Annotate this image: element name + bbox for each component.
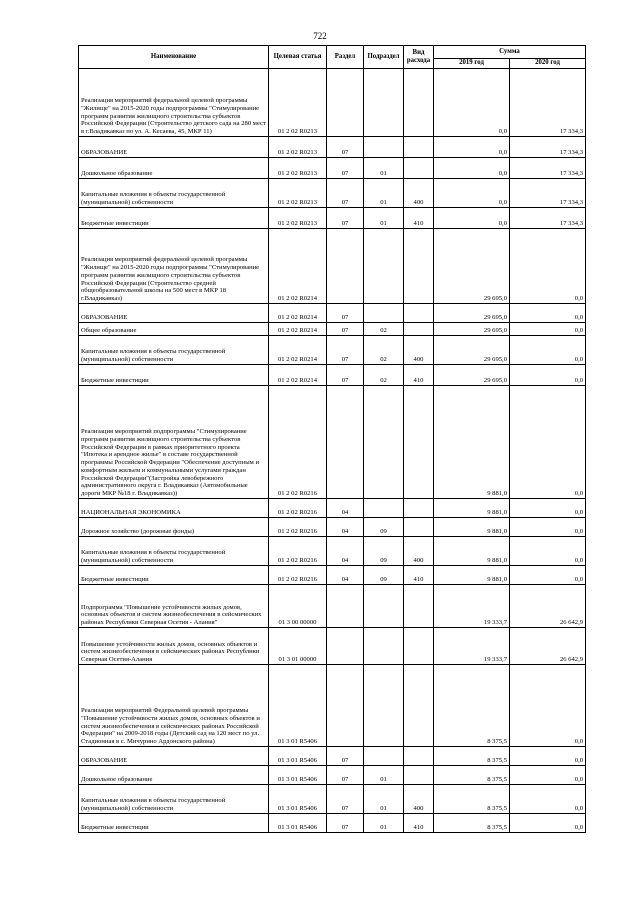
row-sum-2019: 9 881,0 xyxy=(434,537,510,566)
table-row xyxy=(79,137,586,158)
row-expense-type xyxy=(404,499,434,518)
row-subsection: 02 xyxy=(364,336,404,365)
table-row xyxy=(79,566,586,585)
row-expense-type xyxy=(404,665,434,747)
row-article: 01 3 01 R5406 xyxy=(269,747,327,766)
row-article: 01 2 02 R0216 xyxy=(269,499,327,518)
row-sum-2019: 19 333,7 xyxy=(434,585,510,628)
row-expense-type xyxy=(404,158,434,179)
row-name: ОБРАЗОВАНИЕ xyxy=(79,137,269,158)
row-sum-2020: 0,0 xyxy=(510,537,586,566)
header-section: Раздел xyxy=(327,46,364,69)
row-expense-type: 410 xyxy=(404,814,434,833)
row-section: 07 xyxy=(327,323,364,336)
row-article: 01 3 01 R5406 xyxy=(269,766,327,785)
row-expense-type: 410 xyxy=(404,566,434,585)
row-sum-2019: 29 695,0 xyxy=(434,365,510,386)
row-subsection xyxy=(364,628,404,665)
table-row xyxy=(79,518,586,537)
row-name: Капитальные вложения в объекты государственной (муниципальной) собственности xyxy=(79,537,269,566)
row-name: ОБРАЗОВАНИЕ xyxy=(79,304,269,323)
row-expense-type xyxy=(404,304,434,323)
row-sum-2019: 8 375,5 xyxy=(434,814,510,833)
row-subsection xyxy=(364,747,404,766)
row-sum-2020: 17 334,3 xyxy=(510,158,586,179)
row-sum-2019: 0,0 xyxy=(434,158,510,179)
row-article: 01 3 01 R5406 xyxy=(269,785,327,814)
row-section: 07 xyxy=(327,158,364,179)
table-row xyxy=(79,499,586,518)
row-sum-2020: 0,0 xyxy=(510,665,586,747)
table-row xyxy=(79,785,586,814)
row-name: Повышение устойчивости жилых домов, основных объектов и систем жизнеобеспечения в сейсмических районах Республики Северная Осетия-Алания xyxy=(79,628,269,665)
row-subsection: 02 xyxy=(364,323,404,336)
table-body xyxy=(79,69,586,833)
table-row xyxy=(79,304,586,323)
row-subsection xyxy=(364,137,404,158)
row-sum-2019: 0,0 xyxy=(434,179,510,208)
row-sum-2019: 9 881,0 xyxy=(434,518,510,537)
row-sum-2019: 29 695,0 xyxy=(434,229,510,304)
row-article: 01 2 02 R0214 xyxy=(269,365,327,386)
row-section: 07 xyxy=(327,137,364,158)
header-row xyxy=(79,46,586,59)
row-expense-type xyxy=(404,386,434,499)
header-name: Наименование xyxy=(79,46,269,69)
row-article: 01 3 01 00000 xyxy=(269,628,327,665)
table-row xyxy=(79,585,586,628)
table-row xyxy=(79,179,586,208)
table-row xyxy=(79,386,586,499)
row-name: Реализация мероприятий федеральной целевой программы "Жилище" на 2015-2020 годы подпрограммы "Стимулирование программ развития жилищного строительства субъектов Российской Федерации (Строительство детского сада на 280 мест в г.Владикавказ по ул. А. Кесаева, 45, МКР 11) xyxy=(79,69,269,137)
row-name: Реализация мероприятий подпрограммы "Стимулирование программ развития жилищного строительства субъектов Российской Федерации в рамках приоритетного проекта "Ипотека и арендное жилье" в составе государственной программы Российской Федерации "Обеспечение доступным и комфортным жильем и коммунальными услугами граждан Российской Федерации"(Застройка левобережного административного округа г. Владикавказ (Автомобильные дороги МКР №18 г. Владикавказ)) xyxy=(79,386,269,499)
row-name: Общее образование xyxy=(79,323,269,336)
row-article: 01 3 01 R5406 xyxy=(269,814,327,833)
row-expense-type xyxy=(404,229,434,304)
row-sum-2020: 26 642,9 xyxy=(510,585,586,628)
row-article: 01 2 02 R0214 xyxy=(269,229,327,304)
row-name: Реализация мероприятий Федеральной целевой программы "Повышение устойчивости жилых домов, основных объектов и систем жизнеобеспечения в сейсмических районах Российской Федерации" на 2009-2018 годы (Детский сад на 120 мест по ул. Стадионная в с. Мичурино Ардонского района) xyxy=(79,665,269,747)
row-article: 01 2 02 R0216 xyxy=(269,518,327,537)
row-sum-2020: 0,0 xyxy=(510,785,586,814)
row-sum-2020: 0,0 xyxy=(510,229,586,304)
row-expense-type: 400 xyxy=(404,537,434,566)
page-number: 722 xyxy=(313,31,327,41)
row-section: 07 xyxy=(327,747,364,766)
row-sum-2020: 0,0 xyxy=(510,747,586,766)
row-subsection: 01 xyxy=(364,766,404,785)
row-sum-2020: 26 642,9 xyxy=(510,628,586,665)
row-sum-2019: 8 375,5 xyxy=(434,747,510,766)
row-expense-type: 400 xyxy=(404,785,434,814)
row-sum-2019: 19 333,7 xyxy=(434,628,510,665)
budget-table xyxy=(78,45,586,833)
row-sum-2019: 9 881,0 xyxy=(434,386,510,499)
row-section: 04 xyxy=(327,566,364,585)
row-article: 01 2 02 R0214 xyxy=(269,336,327,365)
row-name: Капитальные вложения в объекты государственной (муниципальной) собственности xyxy=(79,785,269,814)
row-name: Капитальные вложения в объекты государственной (муниципальной) собственности xyxy=(79,336,269,365)
row-expense-type xyxy=(404,766,434,785)
table-row xyxy=(79,158,586,179)
header-expense-type: Вид расхода xyxy=(404,46,434,69)
row-section: 04 xyxy=(327,537,364,566)
table-row xyxy=(79,208,586,229)
row-name: Дорожное хозяйство (дорожные фонды) xyxy=(79,518,269,537)
row-section: 07 xyxy=(327,814,364,833)
row-subsection: 09 xyxy=(364,537,404,566)
row-sum-2019: 8 375,5 xyxy=(434,785,510,814)
row-subsection xyxy=(364,69,404,137)
row-sum-2019: 9 881,0 xyxy=(434,499,510,518)
row-sum-2019: 0,0 xyxy=(434,69,510,137)
row-sum-2020: 0,0 xyxy=(510,386,586,499)
row-sum-2019: 8 375,5 xyxy=(434,766,510,785)
row-section xyxy=(327,386,364,499)
row-section: 07 xyxy=(327,208,364,229)
row-article: 01 2 02 R0214 xyxy=(269,323,327,336)
row-sum-2019: 29 695,0 xyxy=(434,304,510,323)
row-section xyxy=(327,69,364,137)
table-row xyxy=(79,69,586,137)
row-expense-type xyxy=(404,747,434,766)
row-sum-2019: 0,0 xyxy=(434,137,510,158)
row-expense-type: 400 xyxy=(404,336,434,365)
row-subsection xyxy=(364,229,404,304)
row-name: Бюджетные инвестиции xyxy=(79,566,269,585)
row-subsection xyxy=(364,304,404,323)
row-section: 07 xyxy=(327,766,364,785)
row-article: 01 2 02 R0213 xyxy=(269,69,327,137)
row-expense-type xyxy=(404,323,434,336)
row-article: 01 2 02 R0214 xyxy=(269,304,327,323)
header-2019: 2019 год xyxy=(434,59,510,69)
row-sum-2020: 0,0 xyxy=(510,365,586,386)
row-sum-2020: 0,0 xyxy=(510,323,586,336)
row-subsection xyxy=(364,499,404,518)
row-expense-type xyxy=(404,585,434,628)
row-name: Капитальные вложения в объекты государственной (муниципальной) собственности xyxy=(79,179,269,208)
row-expense-type xyxy=(404,137,434,158)
row-sum-2020: 0,0 xyxy=(510,814,586,833)
row-subsection xyxy=(364,665,404,747)
row-sum-2019: 29 695,0 xyxy=(434,323,510,336)
row-article: 01 2 02 R0216 xyxy=(269,537,327,566)
row-expense-type xyxy=(404,628,434,665)
row-section: 07 xyxy=(327,336,364,365)
row-name: Дошкольное образование xyxy=(79,158,269,179)
row-article: 01 2 02 R0213 xyxy=(269,179,327,208)
row-article: 01 2 02 R0216 xyxy=(269,386,327,499)
row-subsection: 09 xyxy=(364,566,404,585)
row-section xyxy=(327,229,364,304)
row-subsection xyxy=(364,386,404,499)
row-sum-2020: 0,0 xyxy=(510,336,586,365)
row-section: 07 xyxy=(327,785,364,814)
row-expense-type xyxy=(404,518,434,537)
row-expense-type xyxy=(404,69,434,137)
row-sum-2020: 17 334,3 xyxy=(510,179,586,208)
row-sum-2020: 17 334,3 xyxy=(510,137,586,158)
table-row xyxy=(79,336,586,365)
row-section: 07 xyxy=(327,304,364,323)
row-subsection xyxy=(364,585,404,628)
row-section xyxy=(327,628,364,665)
row-section xyxy=(327,665,364,747)
row-section: 04 xyxy=(327,518,364,537)
row-section: 07 xyxy=(327,365,364,386)
table-row xyxy=(79,628,586,665)
row-expense-type: 410 xyxy=(404,365,434,386)
row-name: Подпрограмма "Повышение устойчивости жилых домов, основных объектов и систем жизнеобеспечения в сейсмических районах Республики Северная Осетия - Алания" xyxy=(79,585,269,628)
row-article: 01 2 02 R0213 xyxy=(269,208,327,229)
row-article: 01 3 01 R5406 xyxy=(269,665,327,747)
row-sum-2019: 8 375,5 xyxy=(434,665,510,747)
row-sum-2020: 17 334,3 xyxy=(510,69,586,137)
row-section: 07 xyxy=(327,179,364,208)
row-name: Реализация мероприятий федеральной целевой программы "Жилище" на 2015-2020 годы подпрограммы "Стимулирование программ развития жилищного строительства субъектов Российской Федерации (Строительство средней общеобразовательной школы на 500 мест в МКР 18 г.Владикавказ) xyxy=(79,229,269,304)
row-sum-2020: 0,0 xyxy=(510,518,586,537)
header-article: Целевая статья xyxy=(269,46,327,69)
row-expense-type: 410 xyxy=(404,208,434,229)
row-article: 01 3 00 00000 xyxy=(269,585,327,628)
header-sum: Сумма xyxy=(434,46,586,59)
row-name: НАЦИОНАЛЬНАЯ ЭКОНОМИКА xyxy=(79,499,269,518)
row-sum-2020: 17 334,3 xyxy=(510,208,586,229)
row-name: Бюджетные инвестиции xyxy=(79,814,269,833)
row-sum-2020: 0,0 xyxy=(510,766,586,785)
row-section: 04 xyxy=(327,499,364,518)
row-sum-2019: 29 695,0 xyxy=(434,336,510,365)
row-sum-2019: 0,0 xyxy=(434,208,510,229)
table-row xyxy=(79,229,586,304)
row-article: 01 2 02 R0216 xyxy=(269,566,327,585)
row-sum-2020: 0,0 xyxy=(510,499,586,518)
table-row xyxy=(79,665,586,747)
row-subsection: 01 xyxy=(364,208,404,229)
row-sum-2020: 0,0 xyxy=(510,304,586,323)
table-row xyxy=(79,537,586,566)
row-subsection: 01 xyxy=(364,179,404,208)
row-subsection: 01 xyxy=(364,814,404,833)
row-subsection: 01 xyxy=(364,158,404,179)
row-name: Бюджетные инвестиции xyxy=(79,208,269,229)
row-section xyxy=(327,585,364,628)
row-name: Бюджетные инвестиции xyxy=(79,365,269,386)
table-row xyxy=(79,365,586,386)
row-sum-2020: 0,0 xyxy=(510,566,586,585)
row-name: Дошкольное образование xyxy=(79,766,269,785)
header-subsection: Подраздел xyxy=(364,46,404,69)
table-row xyxy=(79,747,586,766)
row-expense-type: 400 xyxy=(404,179,434,208)
table-row xyxy=(79,814,586,833)
row-subsection: 01 xyxy=(364,785,404,814)
row-name: ОБРАЗОВАНИЕ xyxy=(79,747,269,766)
row-subsection: 02 xyxy=(364,365,404,386)
row-article: 01 2 02 R0213 xyxy=(269,137,327,158)
table-row xyxy=(79,323,586,336)
row-sum-2019: 9 881,0 xyxy=(434,566,510,585)
header-2020: 2020 год xyxy=(510,59,586,69)
row-article: 01 2 02 R0213 xyxy=(269,158,327,179)
table-row xyxy=(79,766,586,785)
row-subsection: 09 xyxy=(364,518,404,537)
